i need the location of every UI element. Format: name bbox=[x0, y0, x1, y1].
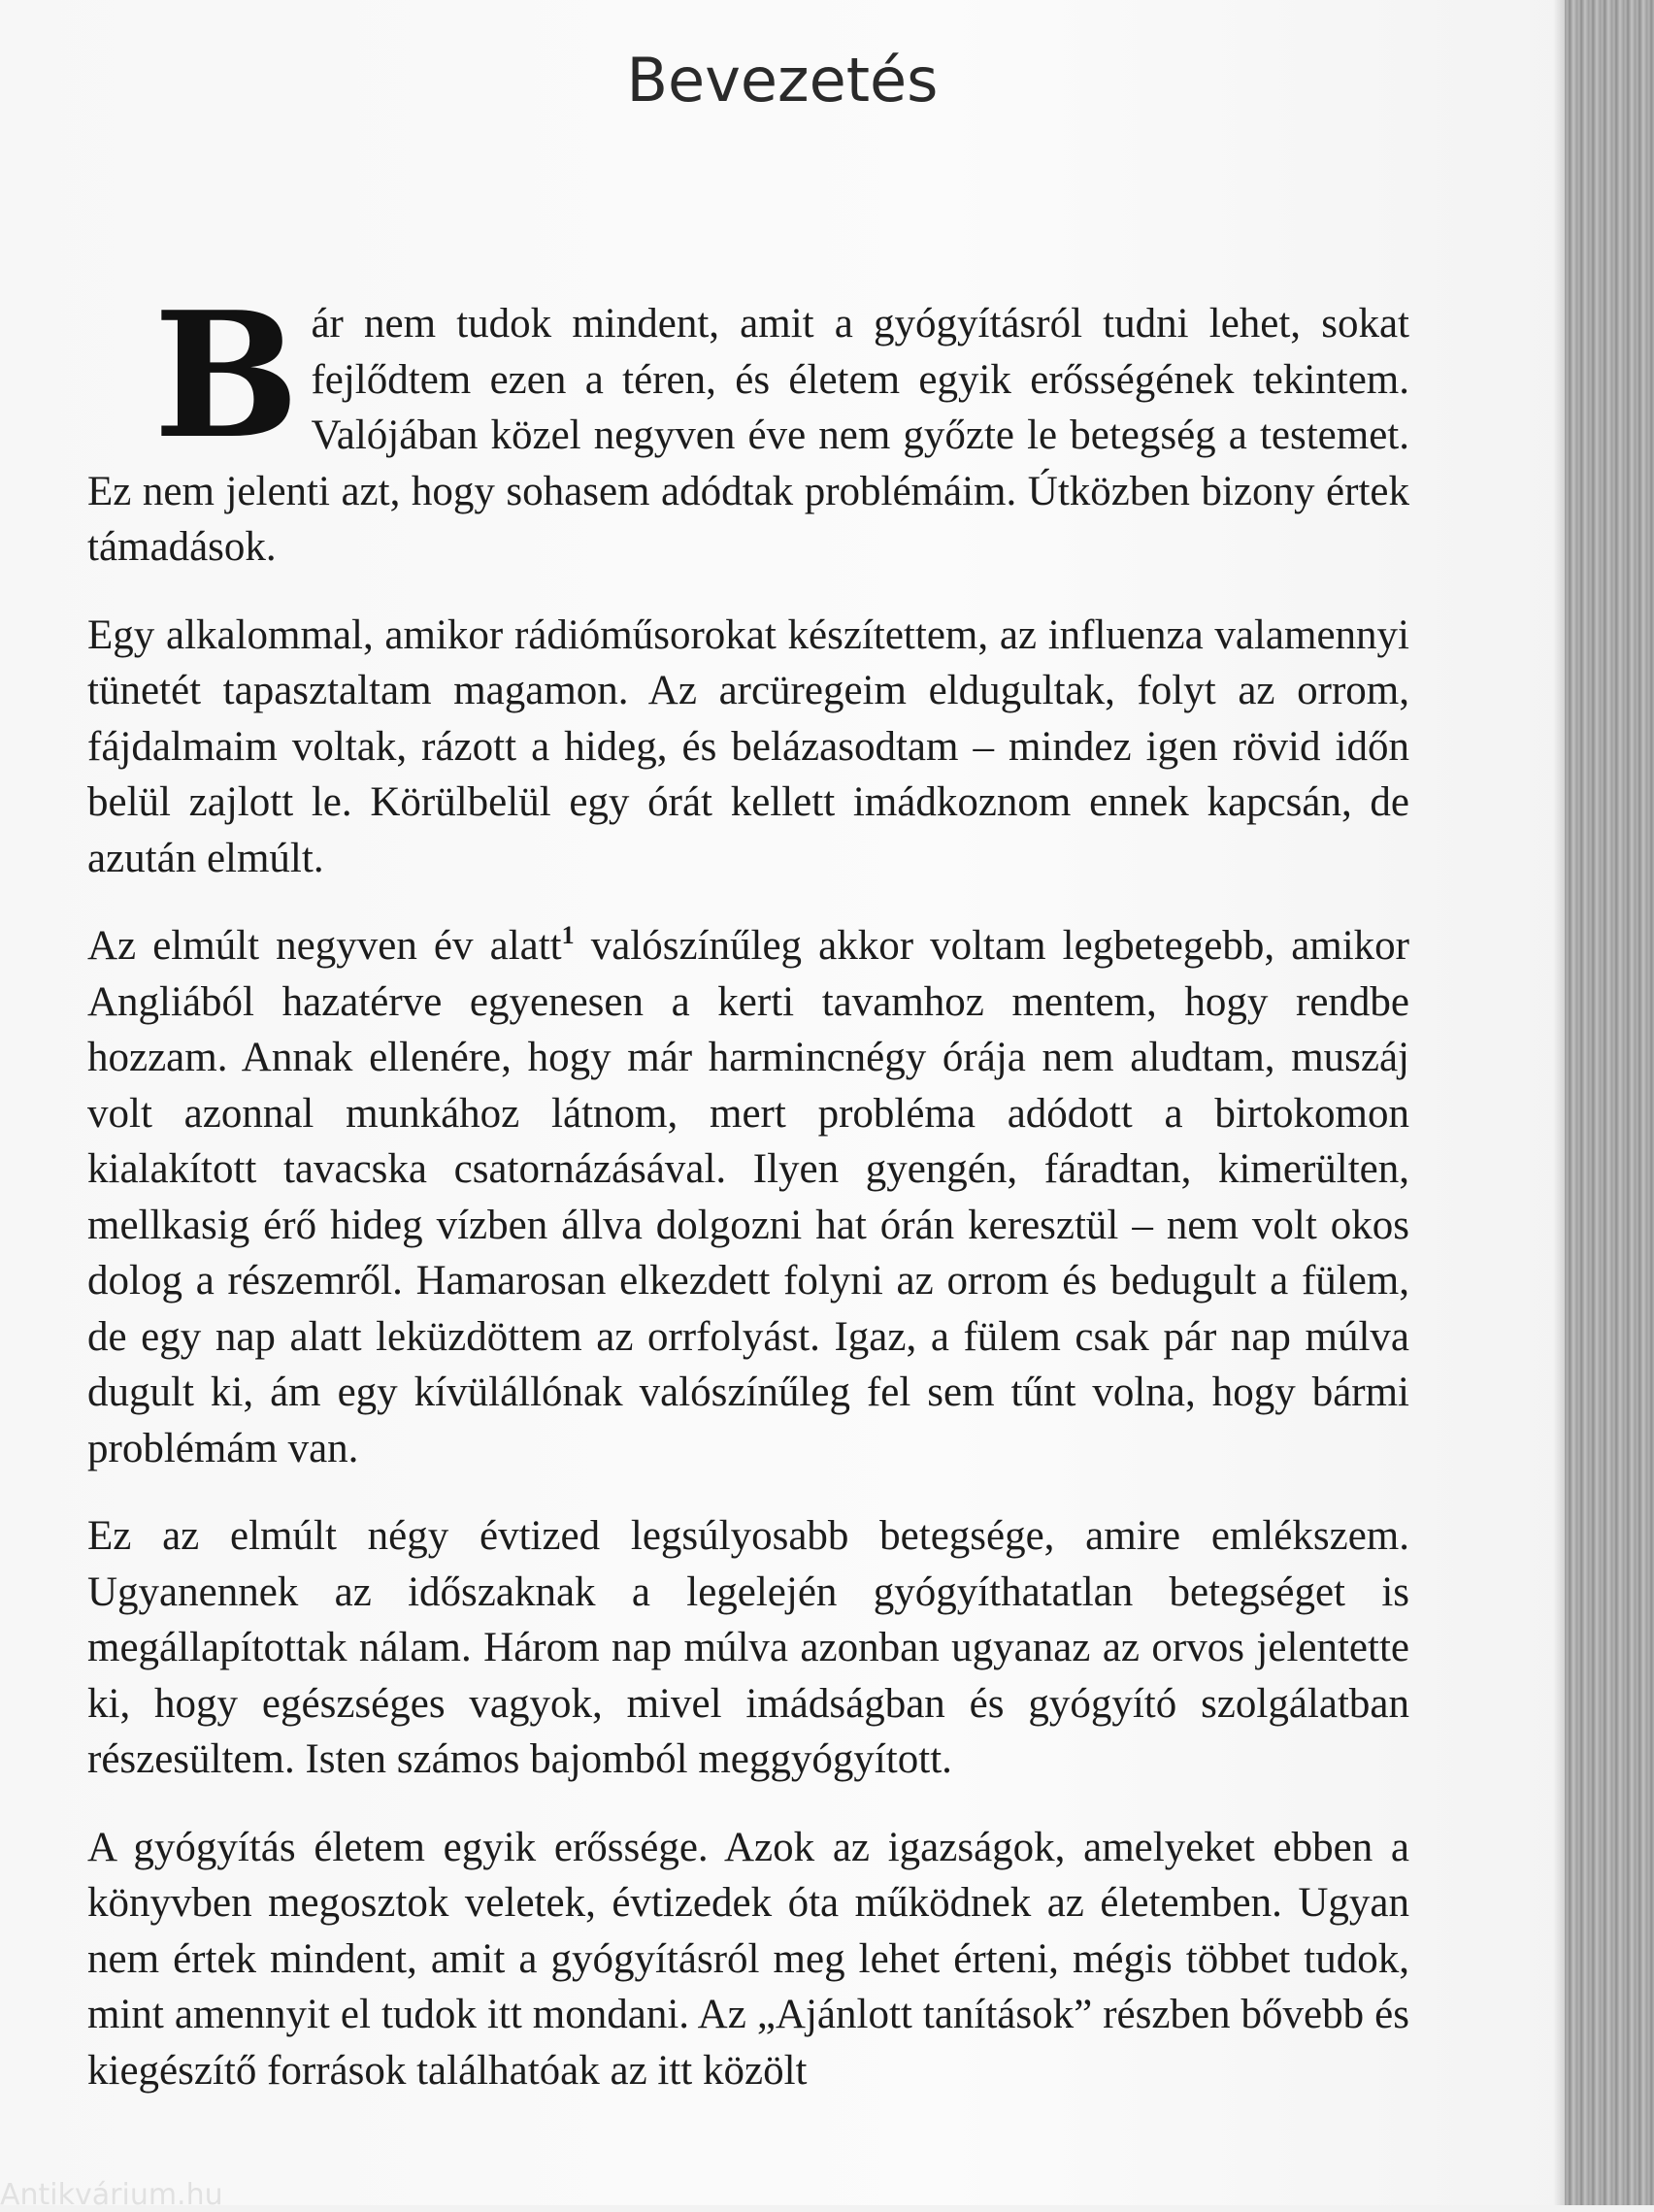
footnote-marker: 1 bbox=[561, 921, 575, 949]
watermark: Antikvárium.hu bbox=[0, 2178, 223, 2212]
paragraph-3-before: Az elmúlt negyven év alatt bbox=[87, 923, 562, 969]
paragraph-4: Ez az elmúlt négy évtized legsúlyosabb betegsége, amire emlékszem. Ugyanennek az időszaknak a legelején gyógyíthatatlan betegséget is megállapítottak nálam. Három nap múlva azonban ugyanaz az orvos jelentette ki, hogy egészséges vagyok, mivel imádságban és gyógyító szolgálatban részesültem. Isten számos bajomból meggyógyított. bbox=[87, 1513, 1409, 1782]
chapter-title: Bevezetés bbox=[626, 45, 939, 116]
book-page-edges bbox=[1565, 0, 1654, 2205]
paragraph-2: Egy alkalommal, amikor rádióműsorokat készítettem, az influenza valamennyi tünetét tapasztaltam magamon. Az arcüregeim eldugultak, folyt az orrom, fájdalmaim voltak, rázott a hideg, és belázasodtam – mindez igen rövid időn belül zajlott le. Körülbelül egy órát kellett imádkoznom ennek kapcsán, de azután elmúlt. bbox=[87, 611, 1409, 881]
paragraph-1-text: ár nem tudok mindent, amit a gyógyításról tudni lehet, sokat fejlődtem ezen a téren, és életem egyik erősségének tekintem. Valójában közel negyven éve nem győzte le betegség a testemet. Ez nem jelenti azt, hogy sohasem adódtak problémáim. Útközben bizony értek támadások. bbox=[87, 301, 1409, 570]
drop-cap: B bbox=[153, 274, 300, 477]
paragraph-5: A gyógyítás életem egyik erőssége. Azok az igazságok, amelyeket ebben a könyvben megosztok veletek, évtizedek óta működnek az életemben. Ugyan nem értek mindent, amit a gyógyításról meg lehet érteni, mégis többet tudok, mint amennyit el tudok itt mondani. Az „Ajánlott tanítások” részben bővebb és kiegészítő források találhatóak az itt közölt bbox=[87, 1824, 1409, 2094]
paragraph-3 bbox=[87, 918, 1409, 1476]
paragraph-3-after: valószínűleg akkor voltam legbetegebb, amikor Angliából hazatérve egyenesen a kerti tavamhoz mentem, hogy rendbe hozzam. Annak ellenére, hogy már harmincnégy órája nem aludtam, muszáj volt azonnal munkához látnom, mert probléma adódott a birtokomon kialakított tavacska csatornázásával. Ilyen gyengén, fáradtan, kimerülten, mellkasig érő hideg vízben állva dolgozni hat órán keresztül – nem volt okos dolog a részemről. Hamarosan elkezdett folyni az orrom és bedugult a fülem, de egy nap alatt leküzdöttem az orrfolyást. Igaz, a fülem csak pár nap múlva dugult ki, ám egy kívülállónak valószínűleg fel sem tűnt volna, hogy bármi problémám van. bbox=[87, 923, 1409, 1471]
paragraph-1 bbox=[87, 274, 1409, 576]
body-text bbox=[87, 274, 1409, 2130]
